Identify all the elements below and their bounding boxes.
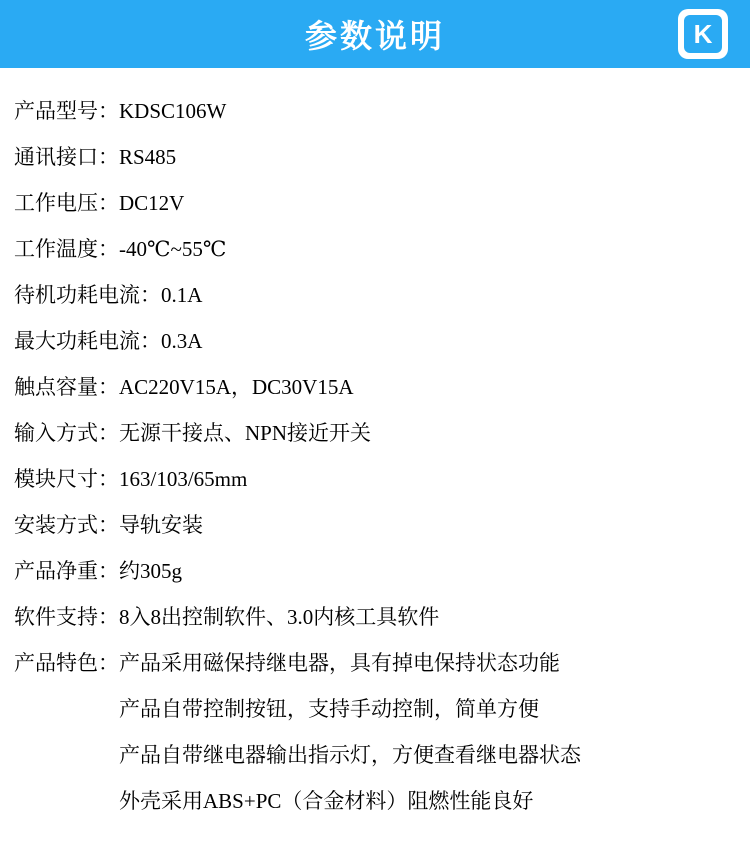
feature-line: 外壳采用ABS+PC（合金材料）阻燃性能良好 [119, 789, 534, 813]
spec-label: 软件支持： [14, 605, 119, 629]
spec-value: AC220V15A，DC30V15A [119, 375, 354, 399]
spec-value: 163/103/65mm [119, 467, 248, 491]
spec-value: 0.1A [161, 283, 203, 307]
product-features-lines [119, 640, 581, 824]
feature-line: 产品自带继电器输出指示灯，方便查看继电器状态 [119, 743, 581, 767]
spec-label: 最大功耗电流： [14, 329, 161, 353]
spec-row [0, 134, 750, 180]
spec-label: 模块尺寸： [14, 467, 119, 491]
page-title: 参数说明 [304, 17, 445, 55]
spec-value: 导轨安装 [119, 513, 203, 537]
spec-value: 无源干接点、NPN接近开关 [119, 421, 372, 445]
spec-row [0, 318, 750, 364]
spec-value: DC12V [119, 191, 185, 215]
spec-label: 待机功耗电流： [14, 283, 161, 307]
logo-square-icon [684, 15, 722, 53]
spec-label: 输入方式： [14, 421, 119, 445]
spec-row [0, 594, 750, 640]
spec-label: 工作温度： [14, 237, 119, 261]
spec-label: 产品型号： [14, 99, 119, 123]
spec-value: KDSC106W [119, 99, 227, 123]
spec-row [0, 456, 750, 502]
spec-value: 约305g [119, 559, 182, 583]
spec-value: 0.3A [161, 329, 203, 353]
feature-line: 产品采用磁保持继电器，具有掉电保持状态功能 [119, 651, 560, 675]
spec-label: 通讯接口： [14, 145, 119, 169]
product-features-label: 产品特色： [14, 651, 119, 675]
feature-line: 产品自带控制按钮，支持手动控制，简单方便 [119, 697, 539, 721]
spec-row [0, 548, 750, 594]
spec-label: 触点容量： [14, 375, 119, 399]
spec-row [0, 226, 750, 272]
spec-label: 工作电压： [14, 191, 119, 215]
spec-label: 安装方式： [14, 513, 119, 537]
spec-list [0, 68, 750, 824]
product-features-block [0, 640, 750, 824]
spec-value: -40℃~55℃ [119, 237, 227, 261]
page-header [0, 0, 750, 68]
spec-row [0, 364, 750, 410]
logo-letter: K [693, 18, 713, 49]
spec-row [0, 410, 750, 456]
spec-row [0, 88, 750, 134]
spec-row [0, 272, 750, 318]
spec-row [0, 502, 750, 548]
brand-logo [678, 9, 728, 59]
spec-value: RS485 [119, 145, 177, 169]
spec-label: 产品净重： [14, 559, 119, 583]
spec-value: 8入8出控制软件、3.0内核工具软件 [119, 605, 440, 629]
spec-row [0, 180, 750, 226]
